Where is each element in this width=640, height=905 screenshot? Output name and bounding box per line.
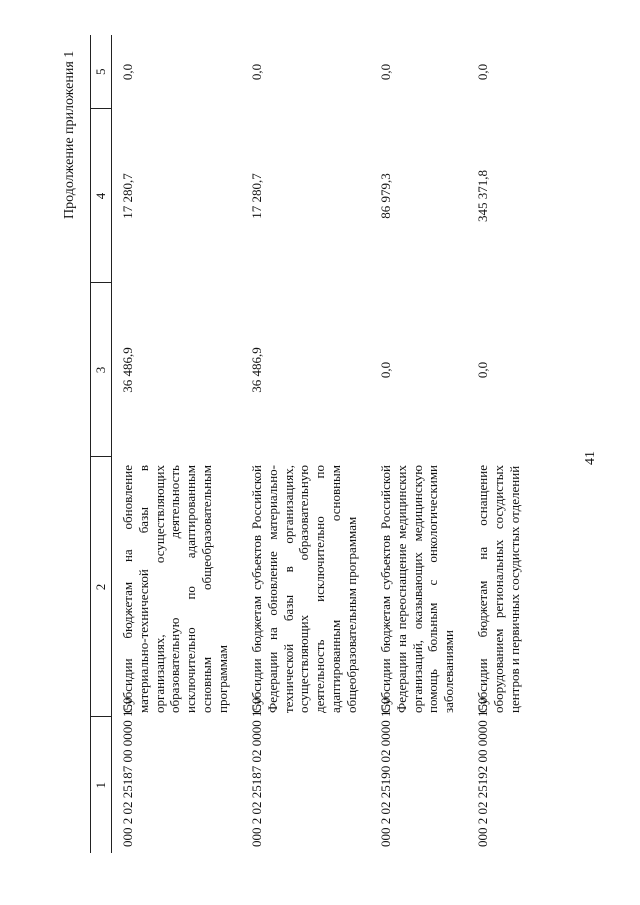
column-header-4: 4 xyxy=(91,109,112,283)
row-value-col3: 0,0 xyxy=(475,361,491,379)
row-code: 000 2 02 25192 00 0000 150 xyxy=(475,697,491,847)
table-row xyxy=(241,35,370,853)
row-value-col5: 0,0 xyxy=(475,63,491,81)
row-description: Субсидии бюджетам на оснащение оборудованием региональных сосудистых центров и первичных сосудистых отделений xyxy=(475,465,522,713)
row-value-col3: 0,0 xyxy=(377,361,393,379)
row-code: 000 2 02 25187 02 0000 150 xyxy=(248,697,264,847)
row-value-col5: 0,0 xyxy=(119,63,135,81)
row-value-col5: 0,0 xyxy=(248,63,264,81)
row-description: Субсидии бюджетам субъектов Российской Федерации на обновление материально-технической базы в организациях, осуществляющих образовательную деятельность исключительно по адаптированным основным общеобразовательным программам xyxy=(248,465,360,713)
row-value-col4: 17 280,7 xyxy=(248,173,264,219)
page-number: 41 xyxy=(583,451,598,465)
row-value-col4: 17 280,7 xyxy=(119,173,135,219)
table-row xyxy=(467,35,533,853)
row-code: 000 2 02 25187 00 0000 150 xyxy=(119,697,135,847)
row-description: Субсидии бюджетам субъектов Российской Федерации на переоснащение медицинских организаций, оказывающих медицинскую помощь больным с онкологическими заболеваниями xyxy=(377,465,457,713)
table-row xyxy=(370,35,467,853)
row-value-col5: 0,0 xyxy=(377,63,393,81)
column-header-1: 1 xyxy=(91,717,112,853)
table-row xyxy=(111,35,241,853)
row-value-col4: 345 371,8 xyxy=(475,170,491,222)
budget-table xyxy=(90,35,533,853)
row-code: 000 2 02 25190 02 0000 150 xyxy=(377,697,393,847)
row-value-col3: 36 486,9 xyxy=(119,347,135,393)
row-description: Субсидии бюджетам на обновление материально-технической базы в организациях, осуществляющих образовательную деятельность исключительно по адаптированным основным общеобразовательным программам xyxy=(119,465,231,713)
column-header-5: 5 xyxy=(91,35,112,109)
column-header-3: 3 xyxy=(91,283,112,457)
table-header-row xyxy=(91,35,112,853)
continuation-caption: Продолжение приложения 1 xyxy=(62,50,77,219)
row-value-col4: 86 979,3 xyxy=(377,173,393,219)
column-header-2: 2 xyxy=(91,457,112,717)
row-value-col3: 36 486,9 xyxy=(248,347,264,393)
